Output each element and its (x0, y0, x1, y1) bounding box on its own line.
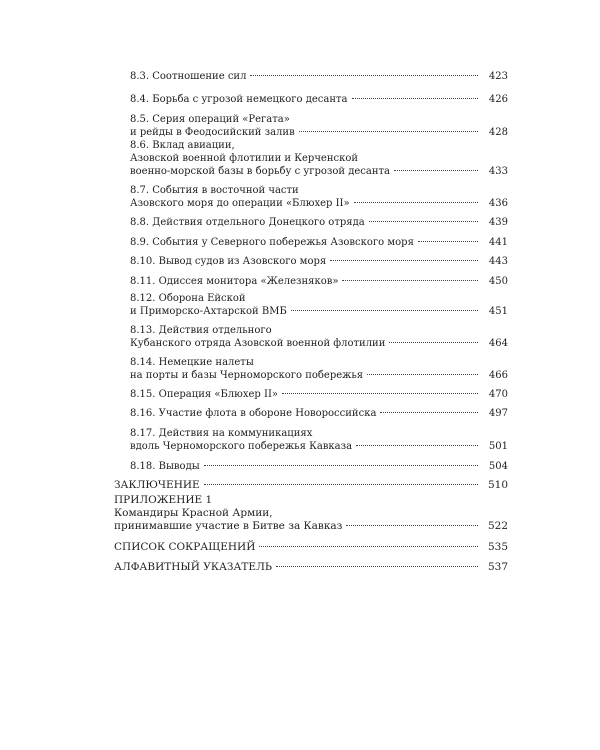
toc-entry[interactable] (130, 275, 508, 288)
dot-leader (282, 393, 478, 394)
toc-page-number: 441 (488, 237, 508, 248)
toc-page-number: 451 (488, 306, 508, 317)
toc-entry-title: вдоль Черноморского побережья Кавказа (130, 441, 353, 452)
dot-leader (299, 131, 478, 132)
toc-entry-line (130, 93, 508, 106)
toc-entry-title: на порты и базы Черноморского побережья (130, 370, 364, 381)
toc-page-number: 443 (488, 256, 508, 267)
dot-leader (204, 465, 478, 466)
toc-entry[interactable] (130, 324, 508, 350)
toc-section-entry[interactable] (114, 479, 508, 492)
dot-leader (291, 310, 478, 311)
toc-entry[interactable] (130, 356, 508, 382)
dot-leader (342, 280, 478, 281)
toc-entry-title: 8.10. Вывод судов из Азовского моря (130, 256, 327, 267)
toc-entry-title: 8.17. Действия на коммуникациях (130, 428, 313, 439)
toc-page-number: 426 (488, 94, 508, 105)
toc-entry-title: 8.12. Оборона Ейской (130, 293, 246, 304)
toc-entry-line (130, 255, 508, 268)
toc-page-number: 501 (488, 441, 508, 452)
toc-entry-line (114, 561, 508, 574)
toc-entry-title: 8.3. Соотношение сил (130, 71, 247, 82)
toc-entry[interactable] (130, 255, 508, 268)
toc-section-entry[interactable] (114, 561, 508, 574)
toc-page-number: 433 (488, 166, 508, 177)
toc-page-number: 470 (488, 389, 508, 400)
toc-entry-line (130, 197, 508, 210)
toc-entry-line (130, 460, 508, 473)
toc-entry[interactable] (130, 184, 508, 210)
dot-leader (369, 221, 478, 222)
toc-entry-line (130, 324, 508, 337)
dot-leader (354, 202, 478, 203)
toc-entry-line (130, 275, 508, 288)
toc-entry-line (130, 113, 508, 126)
toc-page-number: 535 (487, 541, 508, 553)
toc-entry[interactable] (130, 216, 508, 229)
toc-entry-title: АЛФАВИТНЫЙ УКАЗАТЕЛЬ (114, 561, 272, 573)
toc-entry-line (130, 165, 508, 178)
toc-entry-title: Азовской военной флотилии и Керченской (130, 153, 359, 164)
toc-entry[interactable] (130, 139, 508, 178)
toc-page-number: 439 (488, 217, 508, 228)
toc-section-entry[interactable] (114, 494, 508, 533)
dot-leader (259, 546, 478, 547)
toc-entry-line (130, 216, 508, 229)
toc-entry-line (130, 152, 508, 165)
toc-entry-title: Кубанского отряда Азовской военной флотилии (130, 338, 386, 349)
toc-page-number: 504 (488, 461, 508, 472)
toc-entry-line (114, 507, 508, 520)
toc-entry-title: Командиры Красной Армии, (114, 507, 273, 519)
toc-entry-line (130, 356, 508, 369)
toc-entry-title: Азовского моря до операции «Блюхер II» (130, 198, 350, 209)
toc-entry[interactable] (130, 427, 508, 453)
dot-leader (346, 525, 478, 526)
toc-page-number: 497 (488, 408, 508, 419)
dot-leader (250, 75, 478, 76)
toc-page-number: 428 (488, 127, 508, 138)
toc-entry-line (114, 479, 508, 492)
toc-entry-title: 8.4. Борьба с угрозой немецкого десанта (130, 94, 348, 105)
dot-leader (276, 566, 478, 567)
toc-entry-title: 8.14. Немецкие налеты (130, 357, 254, 368)
toc-entry-line (114, 520, 508, 533)
toc-entry-title: 8.9. События у Северного побережья Азовского моря (130, 237, 414, 248)
toc-page-number: 464 (488, 338, 508, 349)
toc-entry-title: 8.11. Одиссея монитора «Железняков» (130, 276, 339, 287)
toc-entry-line (130, 369, 508, 382)
toc-entry-title: 8.15. Операция «Блюхер II» (130, 389, 279, 400)
toc-entry-line (130, 236, 508, 249)
toc-entry[interactable] (130, 460, 508, 473)
toc-entry-title: принимавшие участие в Битве за Кавказ (114, 520, 343, 532)
dot-leader (204, 484, 478, 485)
toc-page-number: 423 (488, 71, 508, 82)
dot-leader (356, 445, 478, 446)
dot-leader (389, 342, 478, 343)
toc-entry[interactable] (130, 388, 508, 401)
toc-entry-line (130, 440, 508, 453)
dot-leader (367, 374, 478, 375)
dot-leader (380, 412, 478, 413)
toc-entry-line (130, 427, 508, 440)
toc-entry-title: и рейды в Феодосийский залив (130, 127, 295, 138)
toc-page-number: 537 (487, 561, 508, 573)
toc-entry-line (130, 184, 508, 197)
toc-entry-line (130, 388, 508, 401)
toc-entry-line (130, 292, 508, 305)
toc-entry-line (130, 70, 508, 83)
toc-entry-title: 8.8. Действия отдельного Донецкого отряда (130, 217, 365, 228)
toc-section-entry[interactable] (114, 541, 508, 554)
toc-entry-title: ЗАКЛЮЧЕНИЕ (114, 479, 200, 491)
toc-entry-title: 8.18. Выводы (130, 461, 200, 472)
toc-entry-title: военно-морской базы в борьбу с угрозой десанта (130, 166, 391, 177)
toc-entry-line (130, 126, 508, 139)
toc-entry-title: 8.7. События в восточной части (130, 185, 299, 196)
toc-entry[interactable] (130, 70, 508, 83)
toc-entry-line (130, 305, 508, 318)
toc-entry[interactable] (130, 236, 508, 249)
toc-entry[interactable] (130, 93, 508, 106)
toc-entry[interactable] (130, 407, 508, 420)
toc-entry-line (114, 494, 508, 507)
toc-entry[interactable] (130, 113, 508, 139)
toc-page-number: 450 (488, 276, 508, 287)
toc-entry-line (130, 407, 508, 420)
dot-leader (330, 260, 478, 261)
dot-leader (352, 98, 479, 99)
toc-page-number: 466 (488, 370, 508, 381)
toc-page-number: 510 (487, 479, 508, 491)
toc-entry-title: 8.16. Участие флота в обороне Новороссийска (130, 408, 377, 419)
toc-entry-line (130, 337, 508, 350)
toc-page-number: 436 (488, 198, 508, 209)
toc-entry-title: 8.5. Серия операций «Регата» (130, 114, 290, 125)
toc-entry-title: ПРИЛОЖЕНИЕ 1 (114, 494, 213, 506)
toc-entry-line (114, 541, 508, 554)
toc-entry[interactable] (130, 292, 508, 318)
toc-entry-title: и Приморско-Ахтарской ВМБ (130, 306, 287, 317)
dot-leader (394, 170, 478, 171)
toc-entry-title: 8.13. Действия отдельного (130, 325, 272, 336)
toc-page-number: 522 (487, 520, 508, 532)
toc-entry-title: 8.6. Вклад авиации, (130, 140, 235, 151)
dot-leader (418, 241, 478, 242)
toc-entry-title: СПИСОК СОКРАЩЕНИЙ (114, 541, 256, 553)
toc-entry-line (130, 139, 508, 152)
